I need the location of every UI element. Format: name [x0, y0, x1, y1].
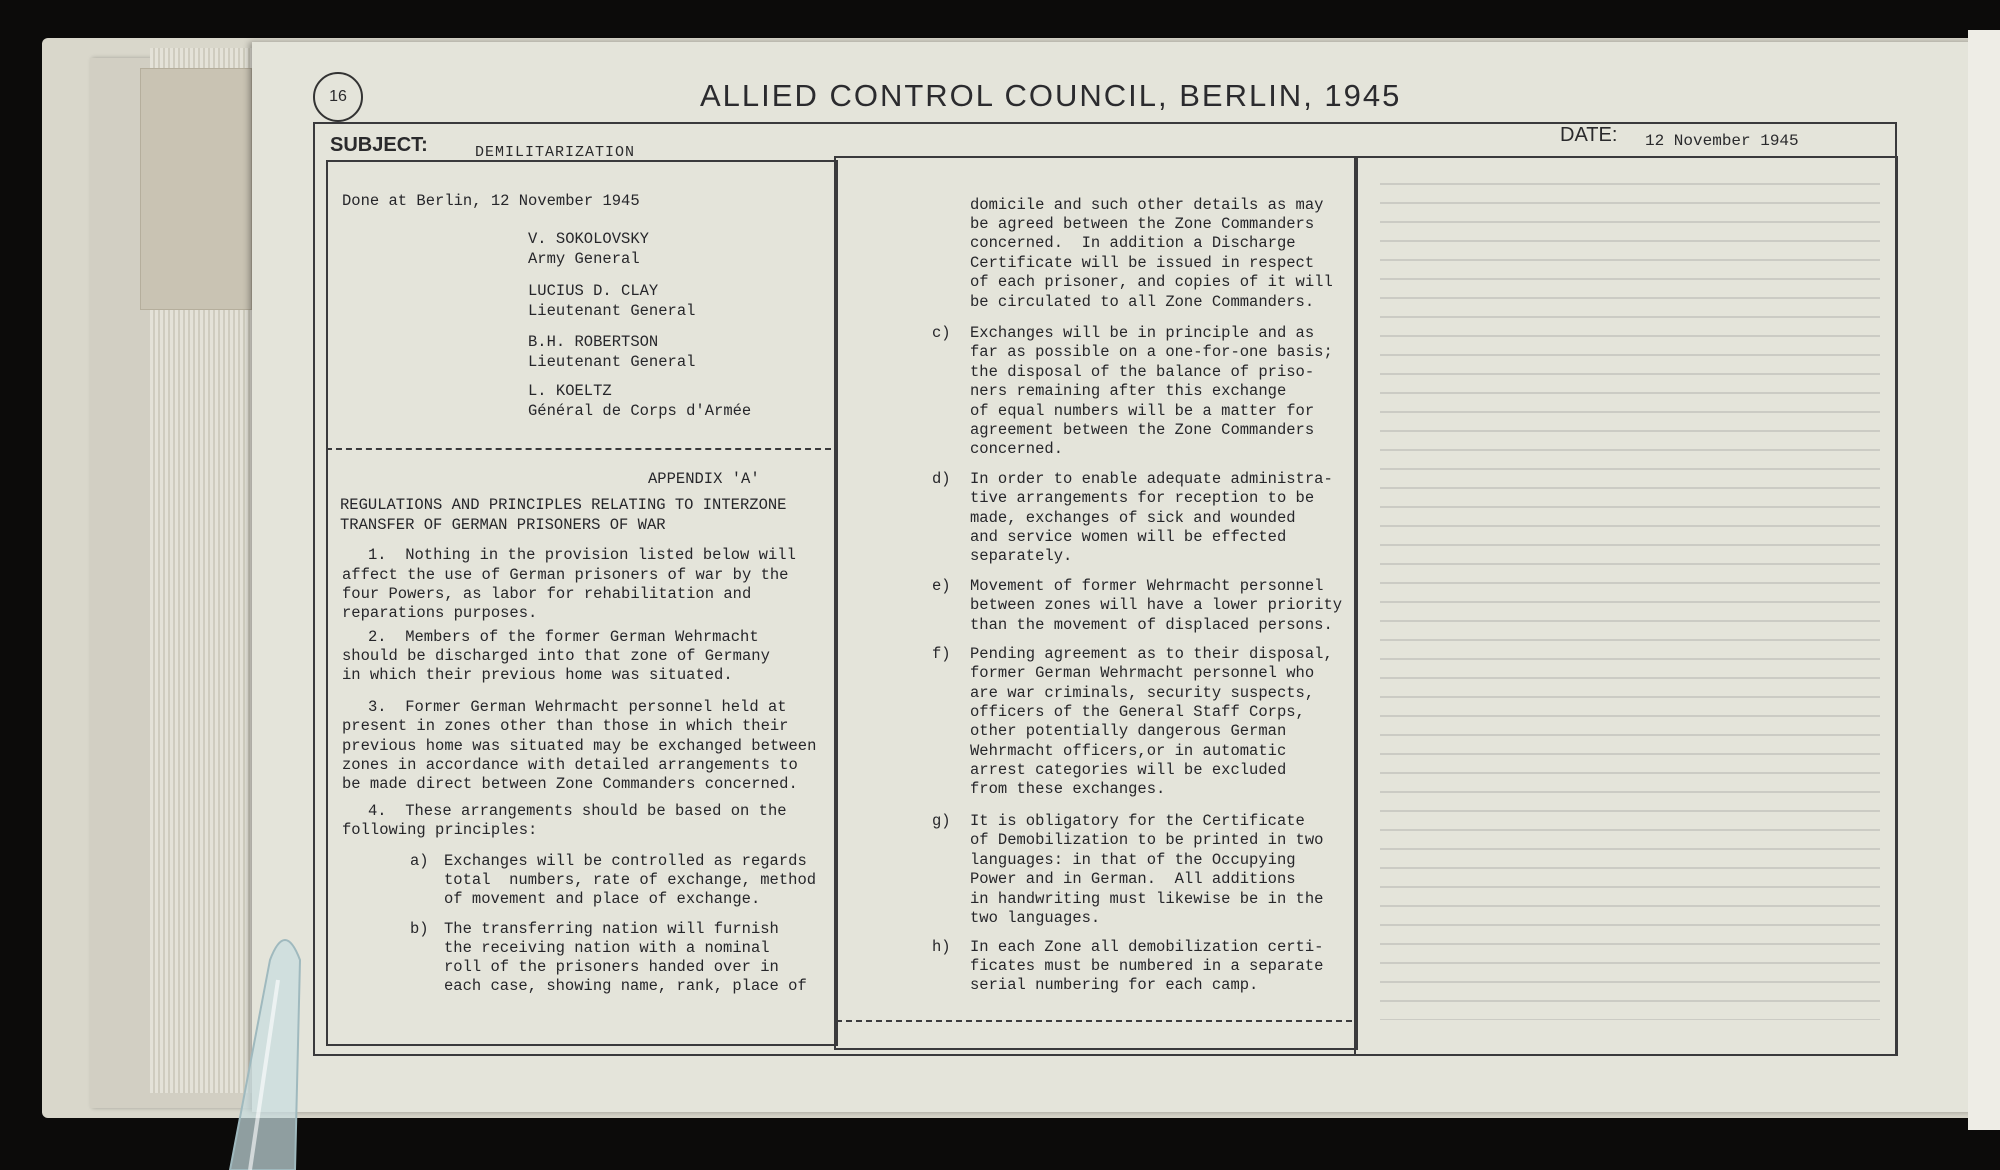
item-h: serial numbering for each camp. [970, 976, 1259, 994]
signatory-title: Lieutenant General [528, 353, 696, 371]
para-3: be made direct between Zone Commanders concerned. [342, 775, 798, 793]
section-divider [326, 448, 831, 450]
item-b: the receiving nation with a nominal [444, 939, 770, 957]
item-a: of movement and place of exchange. [444, 890, 761, 908]
para-3: zones in accordance with detailed arrangements to [342, 756, 798, 774]
item-g: languages: in that of the Occupying [970, 851, 1296, 869]
date-label: DATE: [1560, 124, 1618, 146]
date-value: 12 November 1945 [1645, 132, 1799, 150]
item-a: Exchanges will be controlled as regards [444, 852, 807, 870]
subject-value: DEMILITARIZATION [475, 144, 636, 161]
para-3: present in zones other than those in which their [342, 717, 789, 735]
para-1: 1. Nothing in the provision listed below will [368, 546, 796, 564]
para-1: reparations purposes. [342, 604, 538, 622]
item-d: made, exchanges of sick and wounded [970, 509, 1296, 527]
para-2: should be discharged into that zone of Germany [342, 647, 770, 665]
item-b-mark: b) [410, 920, 429, 938]
item-b-cont: be agreed between the Zone Commanders [970, 215, 1315, 233]
item-a-mark: a) [410, 852, 429, 870]
item-f: Pending agreement as to their disposal, [970, 645, 1333, 663]
item-h: ficates must be numbered in a separate [970, 957, 1324, 975]
right-column-box [1354, 156, 1898, 1056]
item-e: Movement of former Wehrmacht personnel [970, 577, 1324, 595]
item-g: of Demobilization to be printed in two [970, 831, 1324, 849]
item-b: The transferring nation will furnish [444, 920, 779, 938]
item-f: from these exchanges. [970, 780, 1166, 798]
item-d: tive arrangements for reception to be [970, 489, 1315, 507]
page-curl [1968, 30, 2000, 1130]
item-g: It is obligatory for the Certificate [970, 812, 1305, 830]
signatory-name: B.H. ROBERTSON [528, 333, 659, 351]
para-4: following principles: [342, 821, 538, 839]
section-divider [836, 1020, 1352, 1022]
item-d: separately. [970, 547, 1073, 565]
item-f: are war criminals, security suspects, [970, 684, 1315, 702]
signatory-name: LUCIUS D. CLAY [528, 282, 659, 300]
item-g: two languages. [970, 909, 1101, 927]
item-f: former German Wehrmacht personnel who [970, 664, 1315, 682]
item-e: between zones will have a lower priority [970, 596, 1343, 614]
item-c: of equal numbers will be a matter for [970, 402, 1315, 420]
item-c: agreement between the Zone Commanders [970, 421, 1315, 439]
item-c: far as possible on a one-for-one basis; [970, 343, 1333, 361]
item-b-cont: Certificate will be issued in respect [970, 254, 1315, 272]
item-f: other potentially dangerous German [970, 722, 1287, 740]
item-g: Power and in German. All additions [970, 870, 1296, 888]
item-b-cont: be circulated to all Zone Commanders. [970, 293, 1315, 311]
para-2: 2. Members of the former German Wehrmacht [368, 628, 759, 646]
item-a: total numbers, rate of exchange, method [444, 871, 817, 889]
item-b-cont: of each prisoner, and copies of it will [970, 273, 1333, 291]
para-1: affect the use of German prisoners of war by the [342, 566, 789, 584]
item-f-mark: f) [932, 645, 951, 663]
document-title: ALLIED CONTROL COUNCIL, BERLIN, 1945 [700, 78, 1402, 113]
item-g: in handwriting must likewise be in the [970, 890, 1324, 908]
item-d-mark: d) [932, 470, 951, 488]
signatory-name: L. KOELTZ [528, 382, 612, 400]
para-3: previous home was situated may be exchanged between [342, 737, 817, 755]
item-h-mark: h) [932, 938, 951, 956]
plastic-clip [200, 920, 310, 1170]
item-g-mark: g) [932, 812, 951, 830]
done-at-line: Done at Berlin, 12 November 1945 [342, 192, 640, 210]
page-number: 16 [313, 72, 363, 122]
signatory-name: V. SOKOLOVSKY [528, 230, 649, 248]
signatory-title: Lieutenant General [528, 302, 696, 320]
item-f: officers of the General Staff Corps, [970, 703, 1305, 721]
appendix-heading: REGULATIONS AND PRINCIPLES RELATING TO INTERZONE [340, 496, 787, 514]
para-3: 3. Former German Wehrmacht personnel held at [368, 698, 787, 716]
para-4: 4. These arrangements should be based on the [368, 802, 787, 820]
paper-tab [140, 68, 252, 310]
item-c: Exchanges will be in principle and as [970, 324, 1315, 342]
item-c-mark: c) [932, 324, 951, 342]
para-1: four Powers, as labor for rehabilitation and [342, 585, 752, 603]
item-e: than the movement of displaced persons. [970, 616, 1333, 634]
item-c: ners remaining after this exchange [970, 382, 1287, 400]
item-h: In each Zone all demobilization certi- [970, 938, 1324, 956]
item-b: roll of the prisoners handed over in [444, 958, 779, 976]
item-c: the disposal of the balance of priso- [970, 363, 1315, 381]
item-b: each case, showing name, rank, place of [444, 977, 807, 995]
appendix-label: APPENDIX 'A' [648, 470, 760, 488]
para-2: in which their previous home was situated. [342, 666, 733, 684]
subject-label: SUBJECT: [330, 134, 428, 156]
item-b-cont: concerned. In addition a Discharge [970, 234, 1296, 252]
signatory-title: Général de Corps d'Armée [528, 402, 752, 420]
signatory-title: Army General [528, 250, 640, 268]
item-f: Wehrmacht officers,or in automatic [970, 742, 1287, 760]
item-b-cont: domicile and such other details as may [970, 196, 1324, 214]
item-d: and service women will be effected [970, 528, 1287, 546]
item-f: arrest categories will be excluded [970, 761, 1287, 779]
item-e-mark: e) [932, 577, 951, 595]
appendix-heading: TRANSFER OF GERMAN PRISONERS OF WAR [340, 516, 666, 534]
item-d: In order to enable adequate administra- [970, 470, 1333, 488]
item-c: concerned. [970, 440, 1064, 458]
